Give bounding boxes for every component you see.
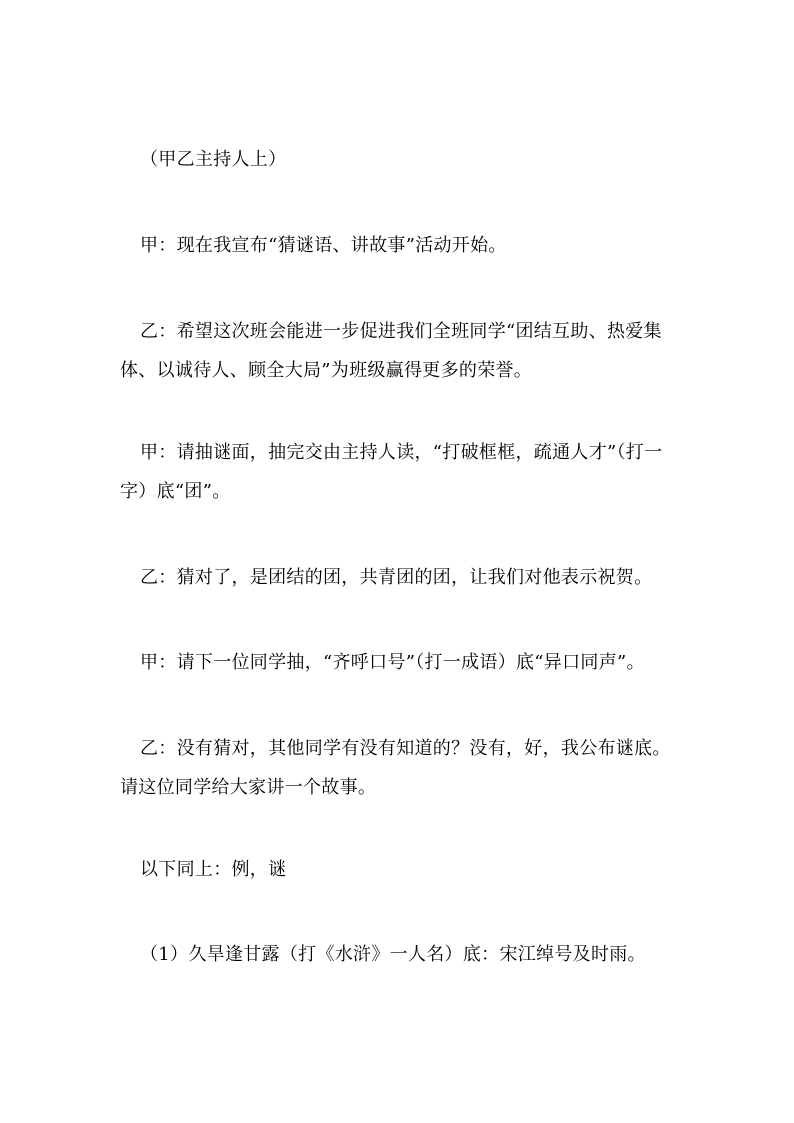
- paragraph-line: 乙：猜对了，是团结的团，共青团的团，让我们对他表示祝贺。: [140, 567, 653, 588]
- paragraph-line: 甲：现在我宣布“猜谜语、讲故事”活动开始。: [140, 235, 507, 256]
- stage-direction: [120, 140, 680, 179]
- dialogue-paragraph: [120, 226, 680, 265]
- paragraph-line: 请这位同学给大家讲一个故事。: [120, 777, 377, 798]
- paragraph-line: 字）底“团”。: [120, 481, 231, 502]
- paragraph-line: 以下同上：例，谜: [140, 859, 287, 880]
- paragraph-line: 甲：请下一位同学抽，“齐呼口号”（打一成语）底“异口同声”。: [140, 652, 645, 673]
- note-paragraph: [120, 850, 680, 889]
- paragraph-line: （1）久旱逢甘露（打《水浒》一人名）底：宋江绰号及时雨。: [140, 944, 646, 965]
- paragraph-line: 甲：请抽谜面，抽完交由主持人读，“打破框框，疏通人才”（打一: [140, 442, 663, 463]
- riddle-item: [120, 935, 680, 974]
- paragraph-line: 体、以诚待人、顾全大局”为班级赢得更多的荣誉。: [120, 360, 533, 381]
- paragraph-line: 乙：希望这次班会能进一步促进我们全班同学“团结互助、热爱集: [140, 321, 662, 342]
- paragraph-line: 乙：没有猜对，其他同学有没有知道的？没有，好，我公布谜底。: [140, 738, 671, 759]
- dialogue-paragraph: [120, 729, 680, 807]
- paragraph-line: （甲乙主持人上）: [140, 149, 287, 170]
- dialogue-paragraph: [120, 312, 680, 390]
- dialogue-paragraph: [120, 643, 680, 682]
- dialogue-paragraph: [120, 558, 680, 597]
- dialogue-paragraph: [120, 433, 680, 511]
